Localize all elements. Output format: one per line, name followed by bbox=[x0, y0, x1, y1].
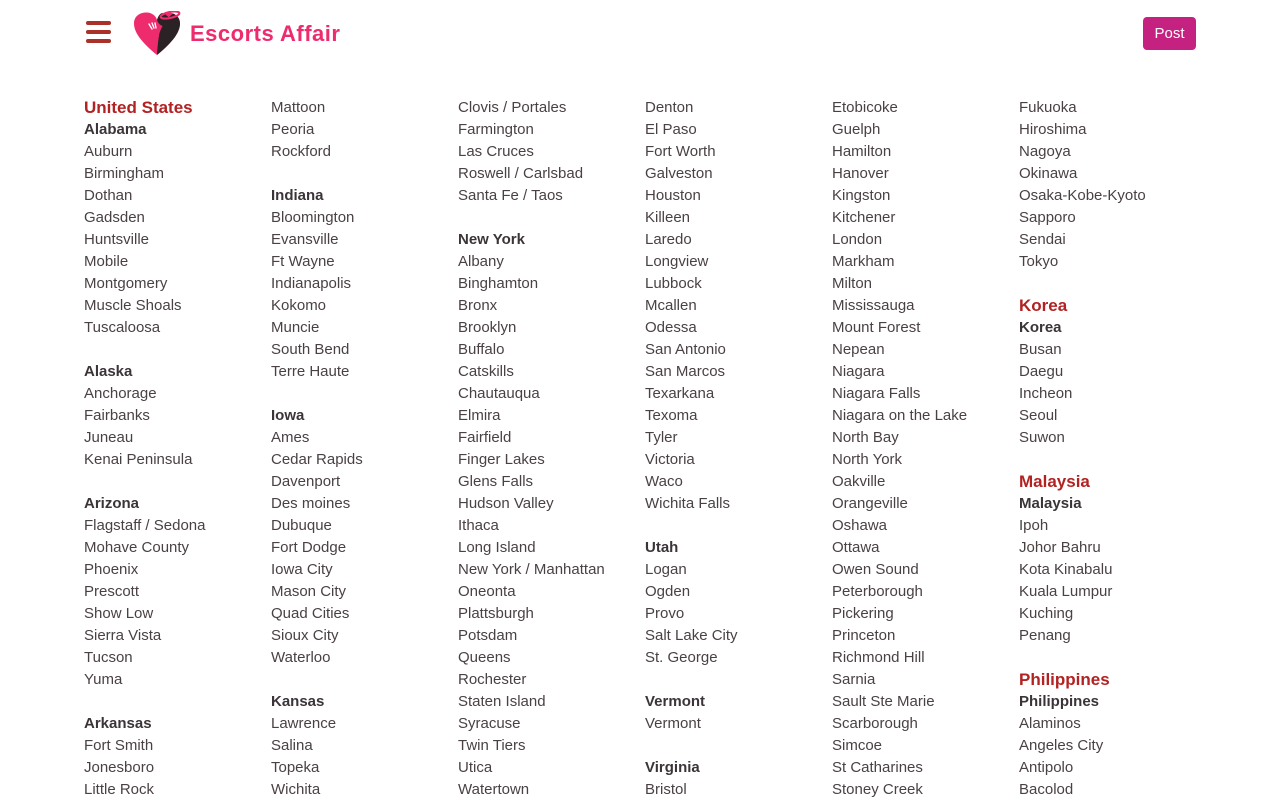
city-link[interactable]: Oakville bbox=[832, 473, 886, 490]
city-link[interactable]: Sault Ste Marie bbox=[832, 693, 935, 710]
city-link[interactable]: Quad Cities bbox=[271, 605, 350, 622]
city-link[interactable]: Angeles City bbox=[1019, 737, 1104, 754]
city-link[interactable]: London bbox=[832, 231, 883, 248]
city-link[interactable]: Richmond Hill bbox=[832, 649, 925, 666]
city-link[interactable]: Yuma bbox=[84, 671, 123, 688]
city-link[interactable]: Houston bbox=[645, 187, 701, 204]
city-link[interactable]: Farmington bbox=[458, 121, 534, 138]
brand-name: Escorts Affair bbox=[190, 21, 341, 46]
region-header: Arizona bbox=[84, 495, 140, 512]
row-gap bbox=[84, 691, 271, 713]
city-link[interactable]: Binghamton bbox=[458, 275, 539, 292]
city-link[interactable]: Mcallen bbox=[645, 297, 697, 314]
city-link[interactable]: Hiroshima bbox=[1019, 121, 1087, 138]
city-link[interactable]: Fort Worth bbox=[645, 143, 716, 160]
city-link[interactable]: Waterloo bbox=[271, 649, 331, 666]
city-link[interactable]: Catskills bbox=[458, 363, 514, 380]
city-link[interactable]: Odessa bbox=[645, 319, 697, 336]
city-link[interactable]: Niagara bbox=[832, 363, 885, 380]
city-link[interactable]: Little Rock bbox=[84, 781, 155, 798]
city-link[interactable]: Texarkana bbox=[645, 385, 715, 402]
city-link[interactable]: Bristol bbox=[645, 781, 687, 798]
city-link[interactable]: Waco bbox=[645, 473, 683, 490]
city-link[interactable]: Davenport bbox=[271, 473, 341, 490]
city-link[interactable]: Killeen bbox=[645, 209, 691, 226]
city-link[interactable]: Niagara Falls bbox=[832, 385, 921, 402]
city-link[interactable]: Kitchener bbox=[832, 209, 896, 226]
city-link[interactable]: Nepean bbox=[832, 341, 885, 358]
region-header: Vermont bbox=[645, 693, 706, 710]
row-gap bbox=[645, 669, 832, 691]
city-link[interactable]: Rockford bbox=[271, 143, 332, 160]
city-link[interactable]: St Catharines bbox=[832, 759, 923, 776]
city-link[interactable]: South Bend bbox=[271, 341, 350, 358]
city-link[interactable]: Hamilton bbox=[832, 143, 892, 160]
city-link[interactable]: San Antonio bbox=[645, 341, 726, 358]
city-link[interactable]: Niagara on the Lake bbox=[832, 407, 968, 424]
city-link[interactable]: Mattoon bbox=[271, 99, 326, 116]
row-gap bbox=[645, 515, 832, 537]
city-link[interactable]: Phoenix bbox=[84, 561, 139, 578]
hamburger-menu-icon[interactable] bbox=[86, 21, 111, 44]
city-link[interactable]: Tucson bbox=[84, 649, 133, 666]
row-gap bbox=[84, 471, 271, 493]
row-gap bbox=[271, 669, 458, 691]
city-link[interactable]: Tyler bbox=[645, 429, 678, 446]
city-link[interactable]: Gadsden bbox=[84, 209, 145, 226]
city-link[interactable]: Santa Fe / Taos bbox=[458, 187, 563, 204]
city-link[interactable]: Johor Bahru bbox=[1019, 539, 1101, 556]
region-header: Malaysia bbox=[1019, 495, 1082, 512]
region-header: Virginia bbox=[645, 759, 700, 776]
directory-column bbox=[1019, 97, 1206, 801]
city-link[interactable]: Alaminos bbox=[1019, 715, 1081, 732]
city-link[interactable]: St. George bbox=[645, 649, 718, 666]
city-link[interactable]: Wichita bbox=[271, 781, 321, 798]
row-gap bbox=[84, 339, 271, 361]
city-link[interactable]: Long Island bbox=[458, 539, 536, 556]
city-link[interactable]: Texoma bbox=[645, 407, 698, 424]
city-link[interactable]: Bloomington bbox=[271, 209, 355, 226]
city-link[interactable]: Ft Wayne bbox=[271, 253, 335, 270]
city-link[interactable]: Albany bbox=[458, 253, 504, 270]
city-link[interactable]: Mount Forest bbox=[832, 319, 921, 336]
city-link[interactable]: Ithaca bbox=[458, 517, 499, 534]
city-link[interactable]: Prescott bbox=[84, 583, 140, 600]
heart-logo-icon bbox=[132, 11, 182, 57]
city-link[interactable]: Finger Lakes bbox=[458, 451, 545, 468]
row-gap bbox=[1019, 647, 1206, 669]
city-link[interactable]: Fort Smith bbox=[84, 737, 154, 754]
city-link[interactable]: Oshawa bbox=[832, 517, 888, 534]
city-link[interactable]: Clovis / Portales bbox=[458, 99, 567, 116]
city-link[interactable]: Longview bbox=[645, 253, 709, 270]
directory-column bbox=[832, 97, 1019, 801]
row-gap bbox=[645, 735, 832, 757]
region-header: Alaska bbox=[84, 363, 133, 380]
region-header: Utah bbox=[645, 539, 679, 556]
city-link[interactable]: Evansville bbox=[271, 231, 339, 248]
region-header: Indiana bbox=[271, 187, 324, 204]
region-header: Kansas bbox=[271, 693, 325, 710]
city-link[interactable]: North Bay bbox=[832, 429, 899, 446]
city-link[interactable]: Muncie bbox=[271, 319, 320, 336]
city-link[interactable]: Potsdam bbox=[458, 627, 518, 644]
top-bar bbox=[0, 0, 1280, 70]
row-gap bbox=[1019, 449, 1206, 471]
city-link[interactable]: Staten Island bbox=[458, 693, 546, 710]
city-link[interactable]: Etobicoke bbox=[832, 99, 898, 116]
city-link[interactable]: San Marcos bbox=[645, 363, 726, 380]
city-link[interactable]: Simcoe bbox=[832, 737, 883, 754]
city-link[interactable]: Utica bbox=[458, 759, 493, 776]
city-link[interactable]: Glens Falls bbox=[458, 473, 534, 490]
city-link[interactable]: Kingston bbox=[832, 187, 891, 204]
city-link[interactable]: Galveston bbox=[645, 165, 713, 182]
city-link[interactable]: Elmira bbox=[458, 407, 501, 424]
city-link[interactable]: Busan bbox=[1019, 341, 1062, 358]
city-link[interactable]: Fairfield bbox=[458, 429, 512, 446]
city-link[interactable]: Stoney Creek bbox=[832, 781, 923, 798]
city-link[interactable]: Seoul bbox=[1019, 407, 1058, 424]
city-link[interactable]: Dubuque bbox=[271, 517, 332, 534]
city-link[interactable]: Mobile bbox=[84, 253, 129, 270]
city-link[interactable]: Bronx bbox=[458, 297, 498, 314]
city-link[interactable]: Roswell / Carlsbad bbox=[458, 165, 584, 182]
city-link[interactable]: Buffalo bbox=[458, 341, 505, 358]
city-link[interactable]: Anchorage bbox=[84, 385, 157, 402]
city-link[interactable]: Scarborough bbox=[832, 715, 918, 732]
city-link[interactable]: Sierra Vista bbox=[84, 627, 162, 644]
city-link[interactable]: Vermont bbox=[645, 715, 701, 732]
city-link[interactable]: Provo bbox=[645, 605, 685, 622]
city-link[interactable]: Orangeville bbox=[832, 495, 908, 512]
hamburger-bar bbox=[86, 39, 111, 43]
city-link[interactable]: Juneau bbox=[84, 429, 134, 446]
city-link[interactable]: Ogden bbox=[645, 583, 691, 600]
city-link[interactable]: Indianapolis bbox=[271, 275, 352, 292]
city-link[interactable]: Kokomo bbox=[271, 297, 327, 314]
city-link[interactable]: Watertown bbox=[458, 781, 530, 798]
city-link[interactable]: Milton bbox=[832, 275, 873, 292]
post-button[interactable]: Post bbox=[1143, 17, 1196, 50]
city-link[interactable]: Fukuoka bbox=[1019, 99, 1077, 116]
brand-logo[interactable] bbox=[132, 11, 340, 57]
city-link[interactable]: Show Low bbox=[84, 605, 154, 622]
city-link[interactable]: Incheon bbox=[1019, 385, 1073, 402]
city-link[interactable]: Terre Haute bbox=[271, 363, 350, 380]
row-gap bbox=[271, 163, 458, 185]
city-link[interactable]: Owen Sound bbox=[832, 561, 919, 578]
city-link[interactable]: Daegu bbox=[1019, 363, 1064, 380]
city-link[interactable]: Syracuse bbox=[458, 715, 521, 732]
city-link[interactable]: Topeka bbox=[271, 759, 320, 776]
city-link[interactable]: Antipolo bbox=[1019, 759, 1074, 776]
city-link[interactable]: Princeton bbox=[832, 627, 896, 644]
city-link[interactable]: Peoria bbox=[271, 121, 315, 138]
city-link[interactable]: Kenai Peninsula bbox=[84, 451, 193, 468]
region-header: New York bbox=[458, 231, 525, 248]
directory bbox=[84, 97, 1206, 801]
city-link[interactable]: Markham bbox=[832, 253, 895, 270]
row-gap bbox=[458, 207, 645, 229]
city-link[interactable]: Denton bbox=[645, 99, 694, 116]
city-link[interactable]: Wichita Falls bbox=[645, 495, 731, 512]
directory-column bbox=[271, 97, 458, 801]
city-link[interactable]: New York / Manhattan bbox=[458, 561, 605, 578]
region-header: Alabama bbox=[84, 121, 147, 138]
region-header: Arkansas bbox=[84, 715, 152, 732]
city-link[interactable]: Mohave County bbox=[84, 539, 190, 556]
city-link[interactable]: Jonesboro bbox=[84, 759, 155, 776]
city-link[interactable]: Rochester bbox=[458, 671, 527, 688]
city-link[interactable]: Queens bbox=[458, 649, 511, 666]
city-link[interactable]: Chautauqua bbox=[458, 385, 540, 402]
city-link[interactable]: Fairbanks bbox=[84, 407, 150, 424]
city-link[interactable]: Sendai bbox=[1019, 231, 1066, 248]
city-link[interactable]: Brooklyn bbox=[458, 319, 517, 336]
city-link[interactable]: Hanover bbox=[832, 165, 889, 182]
city-link[interactable]: Salt Lake City bbox=[645, 627, 738, 644]
city-link[interactable]: Auburn bbox=[84, 143, 133, 160]
city-link[interactable]: Bacolod bbox=[1019, 781, 1074, 798]
city-link[interactable]: Ipoh bbox=[1019, 517, 1049, 534]
city-link[interactable]: Kota Kinabalu bbox=[1019, 561, 1113, 578]
city-link[interactable]: Logan bbox=[645, 561, 687, 578]
city-link[interactable]: Dothan bbox=[84, 187, 133, 204]
city-link[interactable]: Osaka-Kobe-Kyoto bbox=[1019, 187, 1146, 204]
city-link[interactable]: Montgomery bbox=[84, 275, 168, 292]
city-link[interactable]: Cedar Rapids bbox=[271, 451, 363, 468]
country-header: Philippines bbox=[1019, 670, 1110, 689]
city-link[interactable]: North York bbox=[832, 451, 903, 468]
city-link[interactable]: Twin Tiers bbox=[458, 737, 526, 754]
city-link[interactable]: Tokyo bbox=[1019, 253, 1059, 270]
city-link[interactable]: Suwon bbox=[1019, 429, 1065, 446]
city-link[interactable]: Birmingham bbox=[84, 165, 165, 182]
directory-column bbox=[84, 97, 271, 801]
city-link[interactable]: Kuching bbox=[1019, 605, 1074, 622]
city-link[interactable]: Laredo bbox=[645, 231, 692, 248]
city-link[interactable]: Lawrence bbox=[271, 715, 337, 732]
city-link[interactable]: Hudson Valley bbox=[458, 495, 554, 512]
city-link[interactable]: Mississauga bbox=[832, 297, 915, 314]
hamburger-bar bbox=[86, 30, 111, 34]
city-link[interactable]: Victoria bbox=[645, 451, 695, 468]
city-link[interactable]: Peterborough bbox=[832, 583, 923, 600]
city-link[interactable]: Okinawa bbox=[1019, 165, 1078, 182]
hamburger-bar bbox=[86, 21, 111, 25]
city-link[interactable]: Ames bbox=[271, 429, 310, 446]
city-link[interactable]: Lubbock bbox=[645, 275, 702, 292]
city-link[interactable]: Flagstaff / Sedona bbox=[84, 517, 206, 534]
row-gap bbox=[271, 383, 458, 405]
row-gap bbox=[1019, 273, 1206, 295]
city-link[interactable]: Des moines bbox=[271, 495, 351, 512]
directory-column bbox=[645, 97, 832, 801]
country-header: Korea bbox=[1019, 296, 1068, 315]
city-link[interactable]: Las Cruces bbox=[458, 143, 534, 160]
city-link[interactable]: El Paso bbox=[645, 121, 697, 138]
country-header: Malaysia bbox=[1019, 472, 1090, 491]
city-link[interactable]: Guelph bbox=[832, 121, 881, 138]
country-header: United States bbox=[84, 98, 193, 117]
city-link[interactable]: Salina bbox=[271, 737, 313, 754]
city-link[interactable]: Sarnia bbox=[832, 671, 876, 688]
city-link[interactable]: Huntsville bbox=[84, 231, 150, 248]
directory-column bbox=[458, 97, 645, 801]
city-link[interactable]: Mason City bbox=[271, 583, 347, 600]
city-link[interactable]: Oneonta bbox=[458, 583, 516, 600]
city-link[interactable]: Ottawa bbox=[832, 539, 880, 556]
city-link[interactable]: Fort Dodge bbox=[271, 539, 347, 556]
city-link[interactable]: Plattsburgh bbox=[458, 605, 534, 622]
city-link[interactable]: Sapporo bbox=[1019, 209, 1076, 226]
city-link[interactable]: Muscle Shoals bbox=[84, 297, 182, 314]
region-header: Philippines bbox=[1019, 693, 1100, 710]
city-link[interactable]: Sioux City bbox=[271, 627, 339, 644]
city-link[interactable]: Iowa City bbox=[271, 561, 333, 578]
region-header: Korea bbox=[1019, 319, 1062, 336]
city-link[interactable]: Pickering bbox=[832, 605, 894, 622]
city-link[interactable]: Nagoya bbox=[1019, 143, 1071, 160]
city-link[interactable]: Tuscaloosa bbox=[84, 319, 161, 336]
city-link[interactable]: Penang bbox=[1019, 627, 1071, 644]
city-link[interactable]: Kuala Lumpur bbox=[1019, 583, 1113, 600]
region-header: Iowa bbox=[271, 407, 305, 424]
